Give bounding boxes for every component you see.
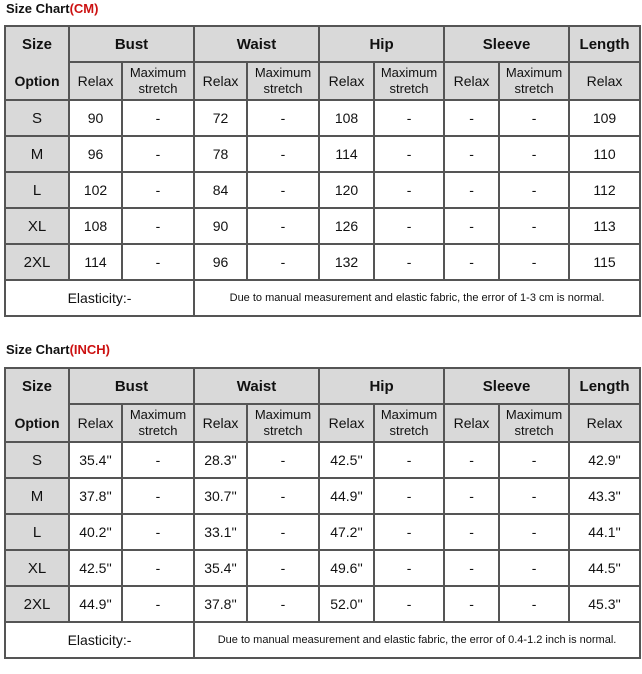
sleeve-max-cell: - [499, 586, 569, 622]
table-row [5, 100, 640, 136]
hip-cell: 49.6'' [319, 550, 374, 586]
hip-max-cell: - [374, 136, 444, 172]
size-label-cell: M [5, 136, 69, 172]
waist-max-cell: - [247, 172, 319, 208]
bust-max-cell: - [122, 244, 194, 280]
sleeve-cell: - [444, 442, 499, 478]
waist-max-cell: - [247, 136, 319, 172]
bust-max-cell: - [122, 586, 194, 622]
length-cell: 112 [569, 172, 640, 208]
hip-max-cell: - [374, 550, 444, 586]
length-cell: 43.3'' [569, 478, 640, 514]
measurement-note: Due to manual measurement and elastic fabric, the error of 0.4-1.2 inch is normal. [194, 622, 640, 658]
sub-header-max-line1: Maximum [129, 407, 187, 422]
waist-cell: 84 [194, 172, 247, 208]
header-option-cell: Option [5, 62, 69, 100]
bust-cell: 42.5'' [69, 550, 122, 586]
bust-max-cell: - [122, 172, 194, 208]
header-hip: Hip [319, 26, 444, 62]
size-label-cell: 2XL [5, 586, 69, 622]
sub-header-maximum-stretch [247, 404, 319, 442]
length-cell: 109 [569, 100, 640, 136]
table-row [5, 136, 640, 172]
table-row [5, 586, 640, 622]
waist-cell: 90 [194, 208, 247, 244]
bust-max-cell: - [122, 136, 194, 172]
waist-cell: 96 [194, 244, 247, 280]
waist-max-cell: - [247, 442, 319, 478]
waist-cell: 78 [194, 136, 247, 172]
sub-header-relax: Relax [69, 62, 122, 100]
length-cell: 44.5'' [569, 550, 640, 586]
bust-cell: 35.4'' [69, 442, 122, 478]
sub-header-max-line2: stretch [389, 423, 429, 438]
cm-size-table [4, 25, 641, 317]
hip-cell: 120 [319, 172, 374, 208]
header-row-sub [5, 404, 640, 442]
cm-chart-title [6, 1, 98, 16]
sub-header-relax: Relax [194, 62, 247, 100]
sub-header-max-line2: stretch [389, 81, 429, 96]
size-label-cell: S [5, 100, 69, 136]
length-cell: 42.9'' [569, 442, 640, 478]
bust-cell: 114 [69, 244, 122, 280]
length-cell: 115 [569, 244, 640, 280]
sub-header-relax: Relax [444, 404, 499, 442]
header-row-groups [5, 368, 640, 404]
hip-cell: 108 [319, 100, 374, 136]
bust-max-cell: - [122, 442, 194, 478]
waist-cell: 35.4'' [194, 550, 247, 586]
sub-header-relax: Relax [444, 62, 499, 100]
bust-cell: 40.2'' [69, 514, 122, 550]
header-option-cell: Option [5, 404, 69, 442]
sleeve-cell: - [444, 478, 499, 514]
bust-max-cell: - [122, 478, 194, 514]
sleeve-max-cell: - [499, 442, 569, 478]
sleeve-cell: - [444, 208, 499, 244]
hip-cell: 132 [319, 244, 374, 280]
inch-title-prefix: Size Chart [6, 342, 70, 357]
header-waist: Waist [194, 368, 319, 404]
hip-cell: 42.5'' [319, 442, 374, 478]
waist-cell: 37.8'' [194, 586, 247, 622]
header-row-sub [5, 62, 640, 100]
sleeve-max-cell: - [499, 208, 569, 244]
sub-header-max-line1: Maximum [254, 65, 312, 80]
inch-size-table [4, 367, 641, 659]
table-row [5, 478, 640, 514]
sleeve-max-cell: - [499, 100, 569, 136]
size-label-cell: L [5, 172, 69, 208]
length-cell: 45.3'' [569, 586, 640, 622]
waist-max-cell: - [247, 100, 319, 136]
header-sleeve: Sleeve [444, 26, 569, 62]
inch-title-unit: (INCH) [69, 342, 111, 357]
elasticity-label: Elasticity:- [5, 280, 194, 316]
table-row [5, 550, 640, 586]
waist-max-cell: - [247, 478, 319, 514]
hip-max-cell: - [374, 244, 444, 280]
bust-max-cell: - [122, 208, 194, 244]
header-bust: Bust [69, 26, 194, 62]
sub-header-maximum-stretch [247, 62, 319, 100]
table-row [5, 244, 640, 280]
sleeve-cell: - [444, 244, 499, 280]
cm-title-prefix: Size Chart [6, 1, 70, 16]
sub-header-max-line1: Maximum [505, 65, 563, 80]
header-waist: Waist [194, 26, 319, 62]
bust-cell: 102 [69, 172, 122, 208]
inch-chart-title [6, 342, 110, 357]
hip-cell: 126 [319, 208, 374, 244]
sub-header-max-line1: Maximum [505, 407, 563, 422]
bust-cell: 44.9'' [69, 586, 122, 622]
bust-cell: 108 [69, 208, 122, 244]
waist-cell: 33.1'' [194, 514, 247, 550]
sub-header-maximum-stretch [499, 62, 569, 100]
size-label-cell: L [5, 514, 69, 550]
hip-max-cell: - [374, 514, 444, 550]
hip-cell: 52.0'' [319, 586, 374, 622]
sleeve-cell: - [444, 550, 499, 586]
sub-header-max-line1: Maximum [380, 65, 438, 80]
bust-max-cell: - [122, 100, 194, 136]
length-cell: 113 [569, 208, 640, 244]
header-size-cell: Size [5, 368, 69, 404]
hip-max-cell: - [374, 100, 444, 136]
sleeve-max-cell: - [499, 136, 569, 172]
waist-max-cell: - [247, 244, 319, 280]
hip-max-cell: - [374, 478, 444, 514]
waist-cell: 30.7'' [194, 478, 247, 514]
sleeve-max-cell: - [499, 550, 569, 586]
waist-max-cell: - [247, 514, 319, 550]
hip-max-cell: - [374, 442, 444, 478]
bust-cell: 90 [69, 100, 122, 136]
sub-header-max-line2: stretch [263, 81, 303, 96]
header-bust: Bust [69, 368, 194, 404]
sub-header-maximum-stretch [499, 404, 569, 442]
size-label-cell: M [5, 478, 69, 514]
header-hip: Hip [319, 368, 444, 404]
sub-header-maximum-stretch [122, 404, 194, 442]
hip-max-cell: - [374, 586, 444, 622]
sleeve-max-cell: - [499, 514, 569, 550]
table-row [5, 172, 640, 208]
cm-title-unit: (CM) [69, 1, 99, 16]
sub-header-max-line2: stretch [138, 423, 178, 438]
sub-header-relax: Relax [69, 404, 122, 442]
header-length: Length [569, 26, 640, 62]
bust-cell: 37.8'' [69, 478, 122, 514]
bust-cell: 96 [69, 136, 122, 172]
sleeve-max-cell: - [499, 244, 569, 280]
size-label-cell: S [5, 442, 69, 478]
sub-header-max-line2: stretch [263, 423, 303, 438]
sub-header-max-line2: stretch [514, 423, 554, 438]
size-label-cell: 2XL [5, 244, 69, 280]
sleeve-cell: - [444, 586, 499, 622]
sleeve-cell: - [444, 136, 499, 172]
sub-header-relax: Relax [569, 404, 640, 442]
header-length: Length [569, 368, 640, 404]
sub-header-maximum-stretch [122, 62, 194, 100]
waist-max-cell: - [247, 586, 319, 622]
sub-header-relax: Relax [569, 62, 640, 100]
hip-cell: 44.9'' [319, 478, 374, 514]
table-row [5, 208, 640, 244]
sleeve-cell: - [444, 172, 499, 208]
hip-max-cell: - [374, 172, 444, 208]
sub-header-maximum-stretch [374, 404, 444, 442]
sub-header-max-line1: Maximum [254, 407, 312, 422]
sleeve-max-cell: - [499, 172, 569, 208]
sleeve-cell: - [444, 514, 499, 550]
hip-cell: 114 [319, 136, 374, 172]
sub-header-max-line2: stretch [138, 81, 178, 96]
waist-max-cell: - [247, 208, 319, 244]
sleeve-cell: - [444, 100, 499, 136]
header-sleeve: Sleeve [444, 368, 569, 404]
waist-cell: 28.3'' [194, 442, 247, 478]
hip-max-cell: - [374, 208, 444, 244]
elasticity-label: Elasticity:- [5, 622, 194, 658]
length-cell: 44.1'' [569, 514, 640, 550]
hip-cell: 47.2'' [319, 514, 374, 550]
bust-max-cell: - [122, 514, 194, 550]
sub-header-max-line1: Maximum [129, 65, 187, 80]
sub-header-maximum-stretch [374, 62, 444, 100]
table-row [5, 442, 640, 478]
size-label-cell: XL [5, 550, 69, 586]
waist-cell: 72 [194, 100, 247, 136]
sub-header-relax: Relax [319, 62, 374, 100]
waist-max-cell: - [247, 550, 319, 586]
header-size-cell: Size [5, 26, 69, 62]
elasticity-row [5, 280, 640, 316]
sub-header-max-line1: Maximum [380, 407, 438, 422]
length-cell: 110 [569, 136, 640, 172]
size-label-cell: XL [5, 208, 69, 244]
bust-max-cell: - [122, 550, 194, 586]
sleeve-max-cell: - [499, 478, 569, 514]
table-row [5, 514, 640, 550]
elasticity-row [5, 622, 640, 658]
sub-header-max-line2: stretch [514, 81, 554, 96]
sub-header-relax: Relax [319, 404, 374, 442]
measurement-note: Due to manual measurement and elastic fabric, the error of 1-3 cm is normal. [194, 280, 640, 316]
sub-header-relax: Relax [194, 404, 247, 442]
header-row-groups [5, 26, 640, 62]
